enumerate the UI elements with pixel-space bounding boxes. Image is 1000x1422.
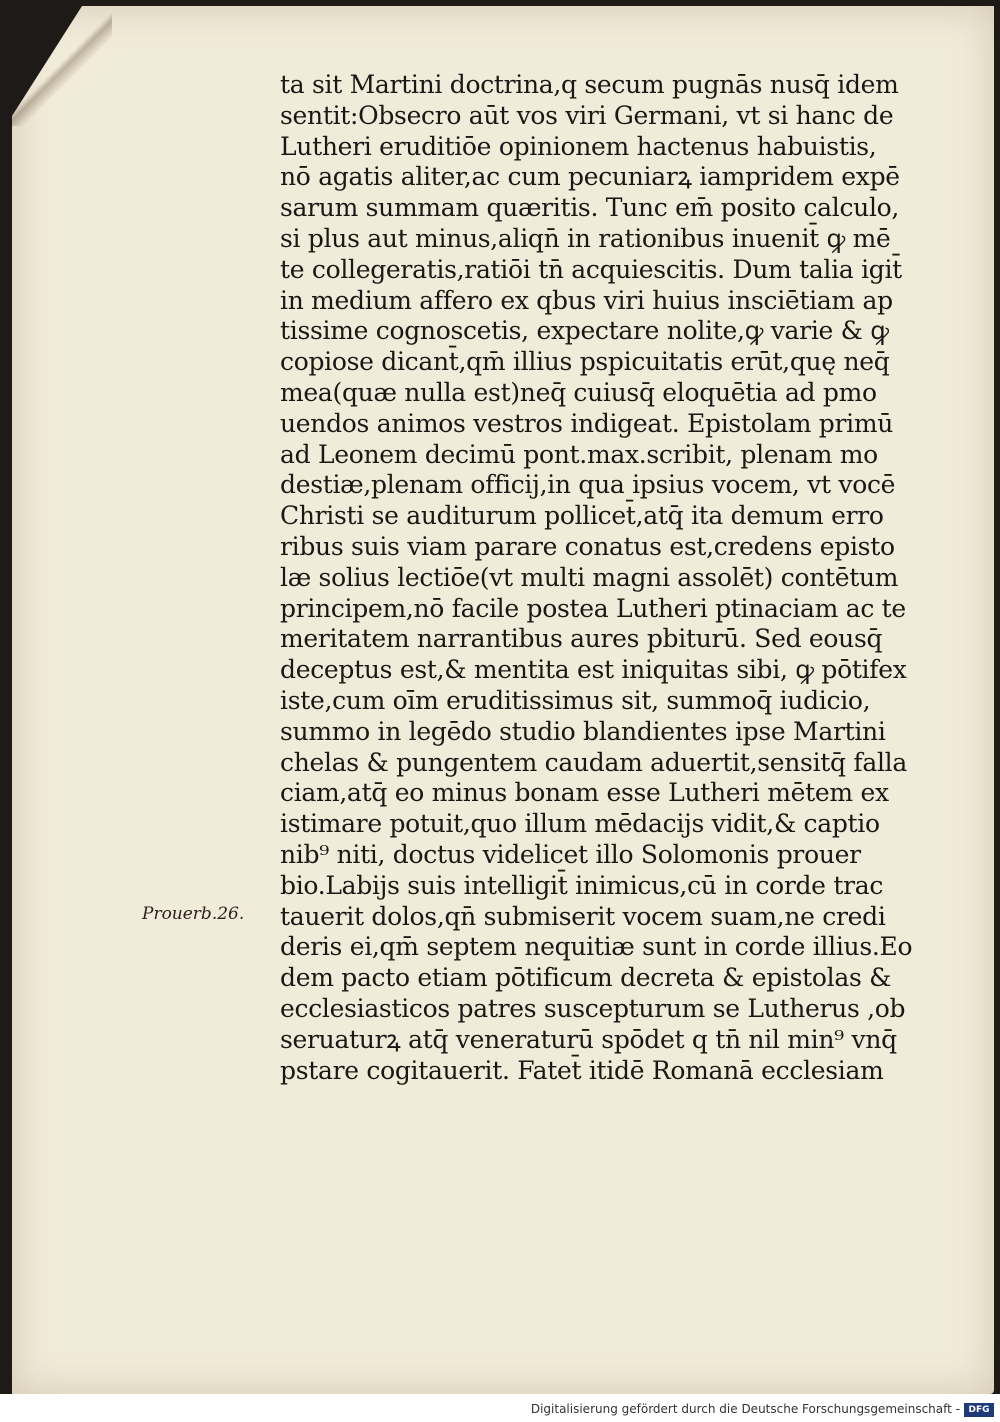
text-line: copiose dicant̄,qm̄ illius pspicuitatis erūt,quę neq̄ (280, 347, 890, 377)
text-line: deris ei,qm̄ septem nequitiæ sunt in corde illius.Eo (280, 932, 913, 962)
text-line: te collegeratis,ratiōi tn̄ acquiescitis. Dum talia igit̄ (280, 254, 902, 284)
text-line: nib⁹ niti, doctus videlicet illo Solomonis prouer (280, 839, 861, 869)
page-fold (12, 6, 112, 126)
text-line: ta sit Martini doctrina,q secum pugnās nusq̄ idem (280, 70, 899, 99)
text-line: si plus aut minus,aliqn̄ in rationibus inuenit̄ ꝙ mē (280, 223, 891, 253)
text-line: meritatem narrantibus aures pbiturū. Sed eousq̄ (280, 624, 883, 654)
text-line: mea(quæ nulla est)neq̄ cuiusq̄ eloquētia ad pmo (280, 377, 877, 407)
text-line: deceptus est,& mentita est iniquitas sibi, ꝙ pōtifex (280, 655, 907, 685)
text-line: dem pacto etiam pōtificum decreta & epistolas & (280, 963, 892, 993)
text-line: seruaturꝝ atq̄ veneraturū spōdet q tn̄ nil min⁹ vnq̄ (280, 1024, 897, 1054)
book-page (12, 6, 994, 1394)
text-line: tissime cognoscetis, expectare nolite,ꝙ varie & ꝙ (280, 316, 889, 346)
text-line: nō agatis aliter,ac cum pecuniarꝝ iampridem expē (280, 162, 900, 192)
text-line: in medium affero ex qbus viri huius insciētiam ap (280, 285, 893, 315)
text-line: chelas & pungentem caudam aduertit,sensitq̄ falla (280, 747, 907, 777)
text-line: tauerit dolos,qn̄ submiserit vocem suam,ne credi (280, 901, 886, 931)
text-line: istimare potuit,quo illum mēdacijs vidit,& captio (280, 809, 880, 839)
text-line: ecclesiasticos patres suscepturum se Lutherus ,ob (280, 993, 906, 1023)
text-line: uendos animos vestros indigeat. Epistolam primū (280, 408, 894, 438)
text-line: sentit:Obsecro aūt vos viri Germani, vt si hanc de (280, 100, 894, 130)
text-line: sarum summam quæritis. Tunc em̄ posito calculo, (280, 193, 900, 223)
text-line: Christi se auditurum pollicet̄,atq̄ ita demum erro (280, 501, 884, 531)
text-line: ad Leonem decimū pont.max.scribit, plenam mo (280, 439, 878, 469)
text-line: ciam,atq̄ eo minus bonam esse Lutheri mētem ex (280, 778, 889, 808)
text-line: principem,nō facile postea Lutheri ptinaciam ac te (280, 593, 906, 623)
footer-bar (0, 1394, 1000, 1422)
marginal-note: Prouerb.26. (142, 904, 245, 924)
text-line: bio.Labijs suis intelligit̄ inimicus,cū in corde trac (280, 870, 884, 900)
text-line: ribus suis viam parare conatus est,credens episto (280, 531, 895, 561)
text-line: iste,cum oīm eruditissimus sit, summoq̄ iudicio, (280, 685, 871, 715)
text-line: pstare cogitauerit. Fatet̄ itidē Romanā ecclesiam (280, 1055, 884, 1085)
footer-credit: Digitalisierung gefördert durch die Deutsche Forschungsgemeinschaft - (530, 1402, 960, 1416)
text-line: summo in legēdo studio blandientes ipse Martini (280, 716, 886, 746)
dfg-logo: DFG (964, 1403, 994, 1417)
text-line: Lutheri eruditiōe opinionem hactenus habuistis, (280, 131, 877, 161)
main-text-block (280, 70, 920, 1086)
text-line: læ solius lectiōe(vt multi magni assolēt) contētum (280, 562, 899, 592)
text-line: destiæ,plenam officij,in qua ipsius vocem, vt vocē (280, 470, 896, 500)
